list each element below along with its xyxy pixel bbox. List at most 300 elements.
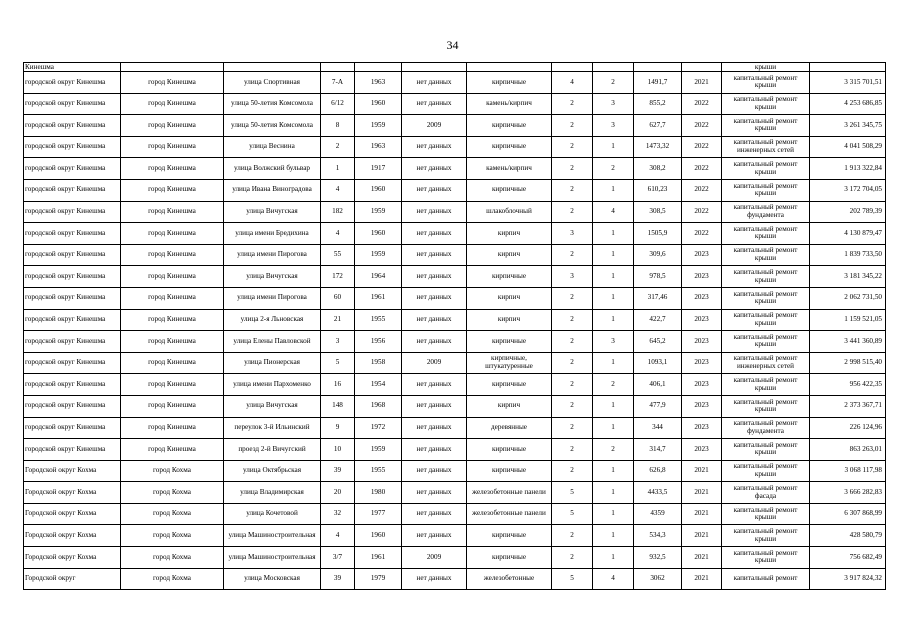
- street-cell: улица имени Пирогова: [224, 244, 321, 266]
- work-type-cell: капитальный ремонт крыши: [722, 266, 810, 288]
- wall-material-cell: кирпич: [467, 223, 552, 245]
- cost-cell: 3 261 345,75: [810, 115, 886, 137]
- street-cell: улица 2-я Льновская: [224, 309, 321, 331]
- plan-year-cell: 2023: [682, 374, 722, 396]
- wall-material-cell: камень/кирпич: [467, 93, 552, 115]
- commission-year-cell: нет данных: [402, 158, 467, 180]
- entrances-cell: 2: [593, 158, 634, 180]
- build-year-cell: 1955: [355, 460, 402, 482]
- plan-year-cell: 2022: [682, 201, 722, 223]
- table-row: [24, 525, 886, 547]
- street-cell: улица 50-летия Комсомола: [224, 115, 321, 137]
- wall-material-cell: кирпич: [467, 244, 552, 266]
- wall-material-cell: железобетонные панели: [467, 482, 552, 504]
- table-row: [24, 547, 886, 569]
- work-type-cell: капитальный ремонт крыши: [722, 179, 810, 201]
- municipality-cell: Городской округ Кохма: [24, 547, 121, 569]
- wall-material-cell: кирпич: [467, 309, 552, 331]
- street-cell: улица Московская: [224, 568, 321, 590]
- work-type-cell: капитальный ремонт крыши: [722, 460, 810, 482]
- table-row: [24, 72, 886, 94]
- wall-material-cell: кирпичные: [467, 525, 552, 547]
- municipality-cell: городской округ Кинешма: [24, 374, 121, 396]
- commission-year-cell: нет данных: [402, 309, 467, 331]
- work-type-cell: крыши: [722, 63, 810, 72]
- floors-cell: 5: [552, 503, 593, 525]
- entrances-cell: 2: [593, 72, 634, 94]
- house-number-cell: 4: [321, 223, 355, 245]
- cost-cell: 956 422,35: [810, 374, 886, 396]
- area-cell: 3062: [634, 568, 682, 590]
- entrances-cell: 2: [593, 439, 634, 461]
- house-number-cell: 7-А: [321, 72, 355, 94]
- house-number-cell: 6/12: [321, 93, 355, 115]
- plan-year-cell: 2023: [682, 287, 722, 309]
- cost-cell: 4 130 879,47: [810, 223, 886, 245]
- street-cell: улица имени Пирогова: [224, 287, 321, 309]
- commission-year-cell: нет данных: [402, 374, 467, 396]
- area-cell: 1473,32: [634, 136, 682, 158]
- locality-cell: город Кинешма: [121, 331, 224, 353]
- area-cell: 314,7: [634, 439, 682, 461]
- locality-cell: город Кинешма: [121, 223, 224, 245]
- table-row: [24, 136, 886, 158]
- work-type-cell: капитальный ремонт крыши: [722, 158, 810, 180]
- area-cell: 4433,5: [634, 482, 682, 504]
- house-number-cell: 39: [321, 568, 355, 590]
- plan-year-cell: 2021: [682, 460, 722, 482]
- table-row: [24, 158, 886, 180]
- wall-material-cell: кирпичные: [467, 331, 552, 353]
- area-cell: 932,5: [634, 547, 682, 569]
- build-year-cell: 1963: [355, 136, 402, 158]
- plan-year-cell: 2022: [682, 115, 722, 137]
- area-cell: 422,7: [634, 309, 682, 331]
- cost-cell: 2 373 367,71: [810, 395, 886, 417]
- table-row: [24, 287, 886, 309]
- build-year-cell: 1959: [355, 439, 402, 461]
- commission-year-cell: нет данных: [402, 244, 467, 266]
- wall-material-cell: кирпичные, штукатуренные: [467, 352, 552, 374]
- cost-cell: 428 580,79: [810, 525, 886, 547]
- entrances-cell: 1: [593, 223, 634, 245]
- wall-material-cell: кирпичные: [467, 374, 552, 396]
- plan-year-cell: 2021: [682, 525, 722, 547]
- municipality-cell: городской округ Кинешма: [24, 201, 121, 223]
- entrances-cell: 1: [593, 266, 634, 288]
- house-number-cell: 1: [321, 158, 355, 180]
- build-year-cell: 1980: [355, 482, 402, 504]
- area-cell: 534,3: [634, 525, 682, 547]
- wall-material-cell: кирпичные: [467, 115, 552, 137]
- wall-material-cell: камень/кирпич: [467, 158, 552, 180]
- floors-cell: 2: [552, 309, 593, 331]
- house-number-cell: 3/7: [321, 547, 355, 569]
- area-cell: 477,9: [634, 395, 682, 417]
- build-year-cell: 1964: [355, 266, 402, 288]
- plan-year-cell: 2023: [682, 395, 722, 417]
- entrances-cell: 1: [593, 547, 634, 569]
- house-number-cell: 9: [321, 417, 355, 439]
- plan-year-cell: 2022: [682, 223, 722, 245]
- cost-cell: 1 839 733,50: [810, 244, 886, 266]
- commission-year-cell: нет данных: [402, 395, 467, 417]
- house-number-cell: 32: [321, 503, 355, 525]
- work-type-cell: капитальный ремонт крыши: [722, 374, 810, 396]
- commission-year-cell: нет данных: [402, 331, 467, 353]
- street-cell: улица Кочетовой: [224, 503, 321, 525]
- work-type-cell: капитальный ремонт крыши: [722, 395, 810, 417]
- table-row: [24, 374, 886, 396]
- entrances-cell: 1: [593, 417, 634, 439]
- table-row: [24, 179, 886, 201]
- plan-year-cell: 2021: [682, 547, 722, 569]
- entrances-cell: 2: [593, 374, 634, 396]
- municipality-cell: городской округ Кинешма: [24, 439, 121, 461]
- entrances-cell: 1: [593, 525, 634, 547]
- floors-cell: 2: [552, 525, 593, 547]
- cost-cell: 1 159 521,05: [810, 309, 886, 331]
- municipality-cell: городской округ Кинешма: [24, 93, 121, 115]
- build-year-cell: 1959: [355, 244, 402, 266]
- municipality-cell: городской округ Кинешма: [24, 158, 121, 180]
- entrances-cell: 1: [593, 244, 634, 266]
- municipality-cell: Кинешма: [24, 63, 121, 72]
- housing-repair-table: [23, 62, 886, 590]
- street-cell: улица Вичугская: [224, 266, 321, 288]
- plan-year-cell: 2022: [682, 93, 722, 115]
- table-row: [24, 115, 886, 137]
- build-year-cell: 1960: [355, 223, 402, 245]
- locality-cell: город Кохма: [121, 503, 224, 525]
- wall-material-cell: кирпичные: [467, 439, 552, 461]
- area-cell: 1093,1: [634, 352, 682, 374]
- commission-year-cell: 2009: [402, 352, 467, 374]
- work-type-cell: капитальный ремонт фундамента: [722, 201, 810, 223]
- build-year-cell: 1956: [355, 331, 402, 353]
- floors-cell: 2: [552, 158, 593, 180]
- entrances-cell: 3: [593, 115, 634, 137]
- cost-cell: 4 253 686,85: [810, 93, 886, 115]
- cost-cell: 3 917 824,32: [810, 568, 886, 590]
- work-type-cell: капитальный ремонт: [722, 568, 810, 590]
- locality-cell: город Кинешма: [121, 115, 224, 137]
- locality-cell: город Кохма: [121, 547, 224, 569]
- cost-cell: 3 315 701,51: [810, 72, 886, 94]
- commission-year-cell: нет данных: [402, 503, 467, 525]
- table-row: [24, 460, 886, 482]
- street-cell: улица Вичугская: [224, 395, 321, 417]
- municipality-cell: городской округ Кинешма: [24, 395, 121, 417]
- area-cell: 855,2: [634, 93, 682, 115]
- entrances-cell: 1: [593, 309, 634, 331]
- area-cell: 308,5: [634, 201, 682, 223]
- work-type-cell: капитальный ремонт крыши: [722, 503, 810, 525]
- locality-cell: город Кинешма: [121, 287, 224, 309]
- municipality-cell: городской округ Кинешма: [24, 266, 121, 288]
- table-row: [24, 331, 886, 353]
- build-year-cell: 1959: [355, 201, 402, 223]
- locality-cell: город Кинешма: [121, 395, 224, 417]
- area-cell: 610,23: [634, 179, 682, 201]
- entrances-cell: 1: [593, 352, 634, 374]
- area-cell: 308,2: [634, 158, 682, 180]
- entrances-cell: 3: [593, 331, 634, 353]
- floors-cell: 2: [552, 331, 593, 353]
- table-row: [24, 439, 886, 461]
- entrances-cell: 1: [593, 482, 634, 504]
- build-year-cell: 1954: [355, 374, 402, 396]
- build-year-cell: 1968: [355, 395, 402, 417]
- commission-year-cell: 2009: [402, 547, 467, 569]
- street-cell: улица Октябрьская: [224, 460, 321, 482]
- floors-cell: 2: [552, 136, 593, 158]
- municipality-cell: городской округ Кинешма: [24, 331, 121, 353]
- wall-material-cell: железобетонные: [467, 568, 552, 590]
- work-type-cell: капитальный ремонт крыши: [722, 115, 810, 137]
- street-cell: улица имени Пархоменко: [224, 374, 321, 396]
- table-row: [24, 417, 886, 439]
- locality-cell: город Кинешма: [121, 72, 224, 94]
- table-row: [24, 503, 886, 525]
- cost-cell: 3 172 704,05: [810, 179, 886, 201]
- municipality-cell: Городской округ: [24, 568, 121, 590]
- street-cell: проезд 2-й Вичугский: [224, 439, 321, 461]
- house-number-cell: 55: [321, 244, 355, 266]
- street-cell: улица Владимирская: [224, 482, 321, 504]
- build-year-cell: 1960: [355, 525, 402, 547]
- house-number-cell: 5: [321, 352, 355, 374]
- house-number-cell: 4: [321, 179, 355, 201]
- house-number-cell: 3: [321, 331, 355, 353]
- floors-cell: 2: [552, 244, 593, 266]
- wall-material-cell: кирпичные: [467, 72, 552, 94]
- table-row: [24, 352, 886, 374]
- work-type-cell: капитальный ремонт крыши: [722, 223, 810, 245]
- work-type-cell: капитальный ремонт крыши: [722, 309, 810, 331]
- work-type-cell: капитальный ремонт крыши: [722, 93, 810, 115]
- plan-year-cell: 2023: [682, 439, 722, 461]
- work-type-cell: капитальный ремонт крыши: [722, 72, 810, 94]
- build-year-cell: 1979: [355, 568, 402, 590]
- municipality-cell: городской округ Кинешма: [24, 244, 121, 266]
- plan-year-cell: 2021: [682, 568, 722, 590]
- area-cell: 626,8: [634, 460, 682, 482]
- floors-cell: 5: [552, 482, 593, 504]
- municipality-cell: городской округ Кинешма: [24, 309, 121, 331]
- house-number-cell: 148: [321, 395, 355, 417]
- street-cell: улица 50-летия Комсомола: [224, 93, 321, 115]
- build-year-cell: 1959: [355, 115, 402, 137]
- work-type-cell: капитальный ремонт крыши: [722, 331, 810, 353]
- street-cell: улица Машиностроительная: [224, 525, 321, 547]
- locality-cell: город Кинешма: [121, 201, 224, 223]
- floors-cell: 2: [552, 439, 593, 461]
- house-number-cell: 182: [321, 201, 355, 223]
- house-number-cell: 2: [321, 136, 355, 158]
- plan-year-cell: 2021: [682, 503, 722, 525]
- cost-cell: 4 041 508,29: [810, 136, 886, 158]
- municipality-cell: городской округ Кинешма: [24, 287, 121, 309]
- entrances-cell: 1: [593, 503, 634, 525]
- locality-cell: город Кинешма: [121, 439, 224, 461]
- locality-cell: город Кинешма: [121, 309, 224, 331]
- street-cell: улица имени Бредихина: [224, 223, 321, 245]
- entrances-cell: 4: [593, 201, 634, 223]
- area-cell: 1491,7: [634, 72, 682, 94]
- work-type-cell: капитальный ремонт фасада: [722, 482, 810, 504]
- cost-cell: 2 062 731,50: [810, 287, 886, 309]
- locality-cell: город Кинешма: [121, 179, 224, 201]
- street-cell: улица Вичугская: [224, 201, 321, 223]
- floors-cell: 4: [552, 72, 593, 94]
- entrances-cell: 1: [593, 287, 634, 309]
- house-number-cell: 10: [321, 439, 355, 461]
- municipality-cell: городской округ Кинешма: [24, 72, 121, 94]
- area-cell: 344: [634, 417, 682, 439]
- street-cell: улица Ивана Виноградова: [224, 179, 321, 201]
- cost-cell: 863 263,01: [810, 439, 886, 461]
- wall-material-cell: кирпич: [467, 395, 552, 417]
- floors-cell: 2: [552, 460, 593, 482]
- municipality-cell: Городской округ Кохма: [24, 482, 121, 504]
- locality-cell: город Кохма: [121, 525, 224, 547]
- commission-year-cell: нет данных: [402, 223, 467, 245]
- area-cell: 1505,9: [634, 223, 682, 245]
- table-row: [24, 395, 886, 417]
- table-row: [24, 568, 886, 590]
- build-year-cell: 1917: [355, 158, 402, 180]
- entrances-cell: 1: [593, 460, 634, 482]
- plan-year-cell: 2021: [682, 482, 722, 504]
- locality-cell: город Кинешма: [121, 158, 224, 180]
- floors-cell: 2: [552, 547, 593, 569]
- build-year-cell: 1955: [355, 309, 402, 331]
- build-year-cell: 1961: [355, 547, 402, 569]
- cost-cell: 2 998 515,40: [810, 352, 886, 374]
- work-type-cell: капитальный ремонт крыши: [722, 547, 810, 569]
- page-number: 34: [446, 38, 459, 52]
- area-cell: 4359: [634, 503, 682, 525]
- cost-cell: 202 789,39: [810, 201, 886, 223]
- street-cell: улица Веснина: [224, 136, 321, 158]
- locality-cell: город Кинешма: [121, 374, 224, 396]
- floors-cell: 2: [552, 395, 593, 417]
- floors-cell: 2: [552, 374, 593, 396]
- area-cell: 978,5: [634, 266, 682, 288]
- cost-cell: 3 666 282,83: [810, 482, 886, 504]
- floors-cell: 2: [552, 179, 593, 201]
- entrances-cell: 1: [593, 179, 634, 201]
- plan-year-cell: 2023: [682, 244, 722, 266]
- table-row: [24, 309, 886, 331]
- municipality-cell: городской округ Кинешма: [24, 115, 121, 137]
- house-number-cell: 20: [321, 482, 355, 504]
- municipality-cell: Городской округ Кохма: [24, 503, 121, 525]
- build-year-cell: 1958: [355, 352, 402, 374]
- locality-cell: город Кохма: [121, 482, 224, 504]
- plan-year-cell: 2021: [682, 72, 722, 94]
- entrances-cell: 1: [593, 395, 634, 417]
- table-row: [24, 244, 886, 266]
- wall-material-cell: шлакоблочный: [467, 201, 552, 223]
- plan-year-cell: 2023: [682, 331, 722, 353]
- table-row: [24, 93, 886, 115]
- work-type-cell: капитальный ремонт крыши: [722, 244, 810, 266]
- house-number-cell: 16: [321, 374, 355, 396]
- table-row: [24, 482, 886, 504]
- commission-year-cell: нет данных: [402, 568, 467, 590]
- commission-year-cell: 2009: [402, 115, 467, 137]
- floors-cell: 2: [552, 287, 593, 309]
- commission-year-cell: нет данных: [402, 287, 467, 309]
- floors-cell: 3: [552, 266, 593, 288]
- municipality-cell: Городской округ Кохма: [24, 525, 121, 547]
- house-number-cell: 8: [321, 115, 355, 137]
- wall-material-cell: кирпичные: [467, 460, 552, 482]
- street-cell: улица Пионерская: [224, 352, 321, 374]
- street-cell: переулок 3-й Ильинский: [224, 417, 321, 439]
- commission-year-cell: нет данных: [402, 179, 467, 201]
- entrances-cell: 3: [593, 93, 634, 115]
- commission-year-cell: нет данных: [402, 136, 467, 158]
- entrances-cell: 1: [593, 136, 634, 158]
- entrances-cell: 4: [593, 568, 634, 590]
- commission-year-cell: нет данных: [402, 266, 467, 288]
- commission-year-cell: нет данных: [402, 201, 467, 223]
- locality-cell: город Кинешма: [121, 266, 224, 288]
- table-row: [24, 223, 886, 245]
- build-year-cell: 1977: [355, 503, 402, 525]
- floors-cell: 2: [552, 93, 593, 115]
- wall-material-cell: кирпичные: [467, 136, 552, 158]
- commission-year-cell: нет данных: [402, 417, 467, 439]
- build-year-cell: 1960: [355, 179, 402, 201]
- build-year-cell: 1972: [355, 417, 402, 439]
- municipality-cell: городской округ Кинешма: [24, 179, 121, 201]
- locality-cell: город Кинешма: [121, 136, 224, 158]
- wall-material-cell: кирпичные: [467, 179, 552, 201]
- cost-cell: 226 124,96: [810, 417, 886, 439]
- wall-material-cell: железобетонные панели: [467, 503, 552, 525]
- municipality-cell: городской округ Кинешма: [24, 223, 121, 245]
- locality-cell: город Кинешма: [121, 93, 224, 115]
- commission-year-cell: нет данных: [402, 72, 467, 94]
- municipality-cell: городской округ Кинешма: [24, 417, 121, 439]
- wall-material-cell: кирпич: [467, 287, 552, 309]
- plan-year-cell: 2022: [682, 158, 722, 180]
- street-cell: улица Елены Павловской: [224, 331, 321, 353]
- cost-cell: 3 181 345,22: [810, 266, 886, 288]
- house-number-cell: 21: [321, 309, 355, 331]
- locality-cell: город Кинешма: [121, 244, 224, 266]
- work-type-cell: капитальный ремонт фундамента: [722, 417, 810, 439]
- area-cell: 645,2: [634, 331, 682, 353]
- floors-cell: 2: [552, 115, 593, 137]
- floors-cell: 2: [552, 352, 593, 374]
- locality-cell: город Кинешма: [121, 417, 224, 439]
- work-type-cell: капитальный ремонт крыши: [722, 287, 810, 309]
- table-row: [24, 201, 886, 223]
- work-type-cell: капитальный ремонт крыши: [722, 439, 810, 461]
- plan-year-cell: 2023: [682, 266, 722, 288]
- cost-cell: 1 913 322,84: [810, 158, 886, 180]
- area-cell: 309,6: [634, 244, 682, 266]
- wall-material-cell: кирпичные: [467, 266, 552, 288]
- wall-material-cell: деревянные: [467, 417, 552, 439]
- cost-cell: 3 441 360,89: [810, 331, 886, 353]
- house-number-cell: 60: [321, 287, 355, 309]
